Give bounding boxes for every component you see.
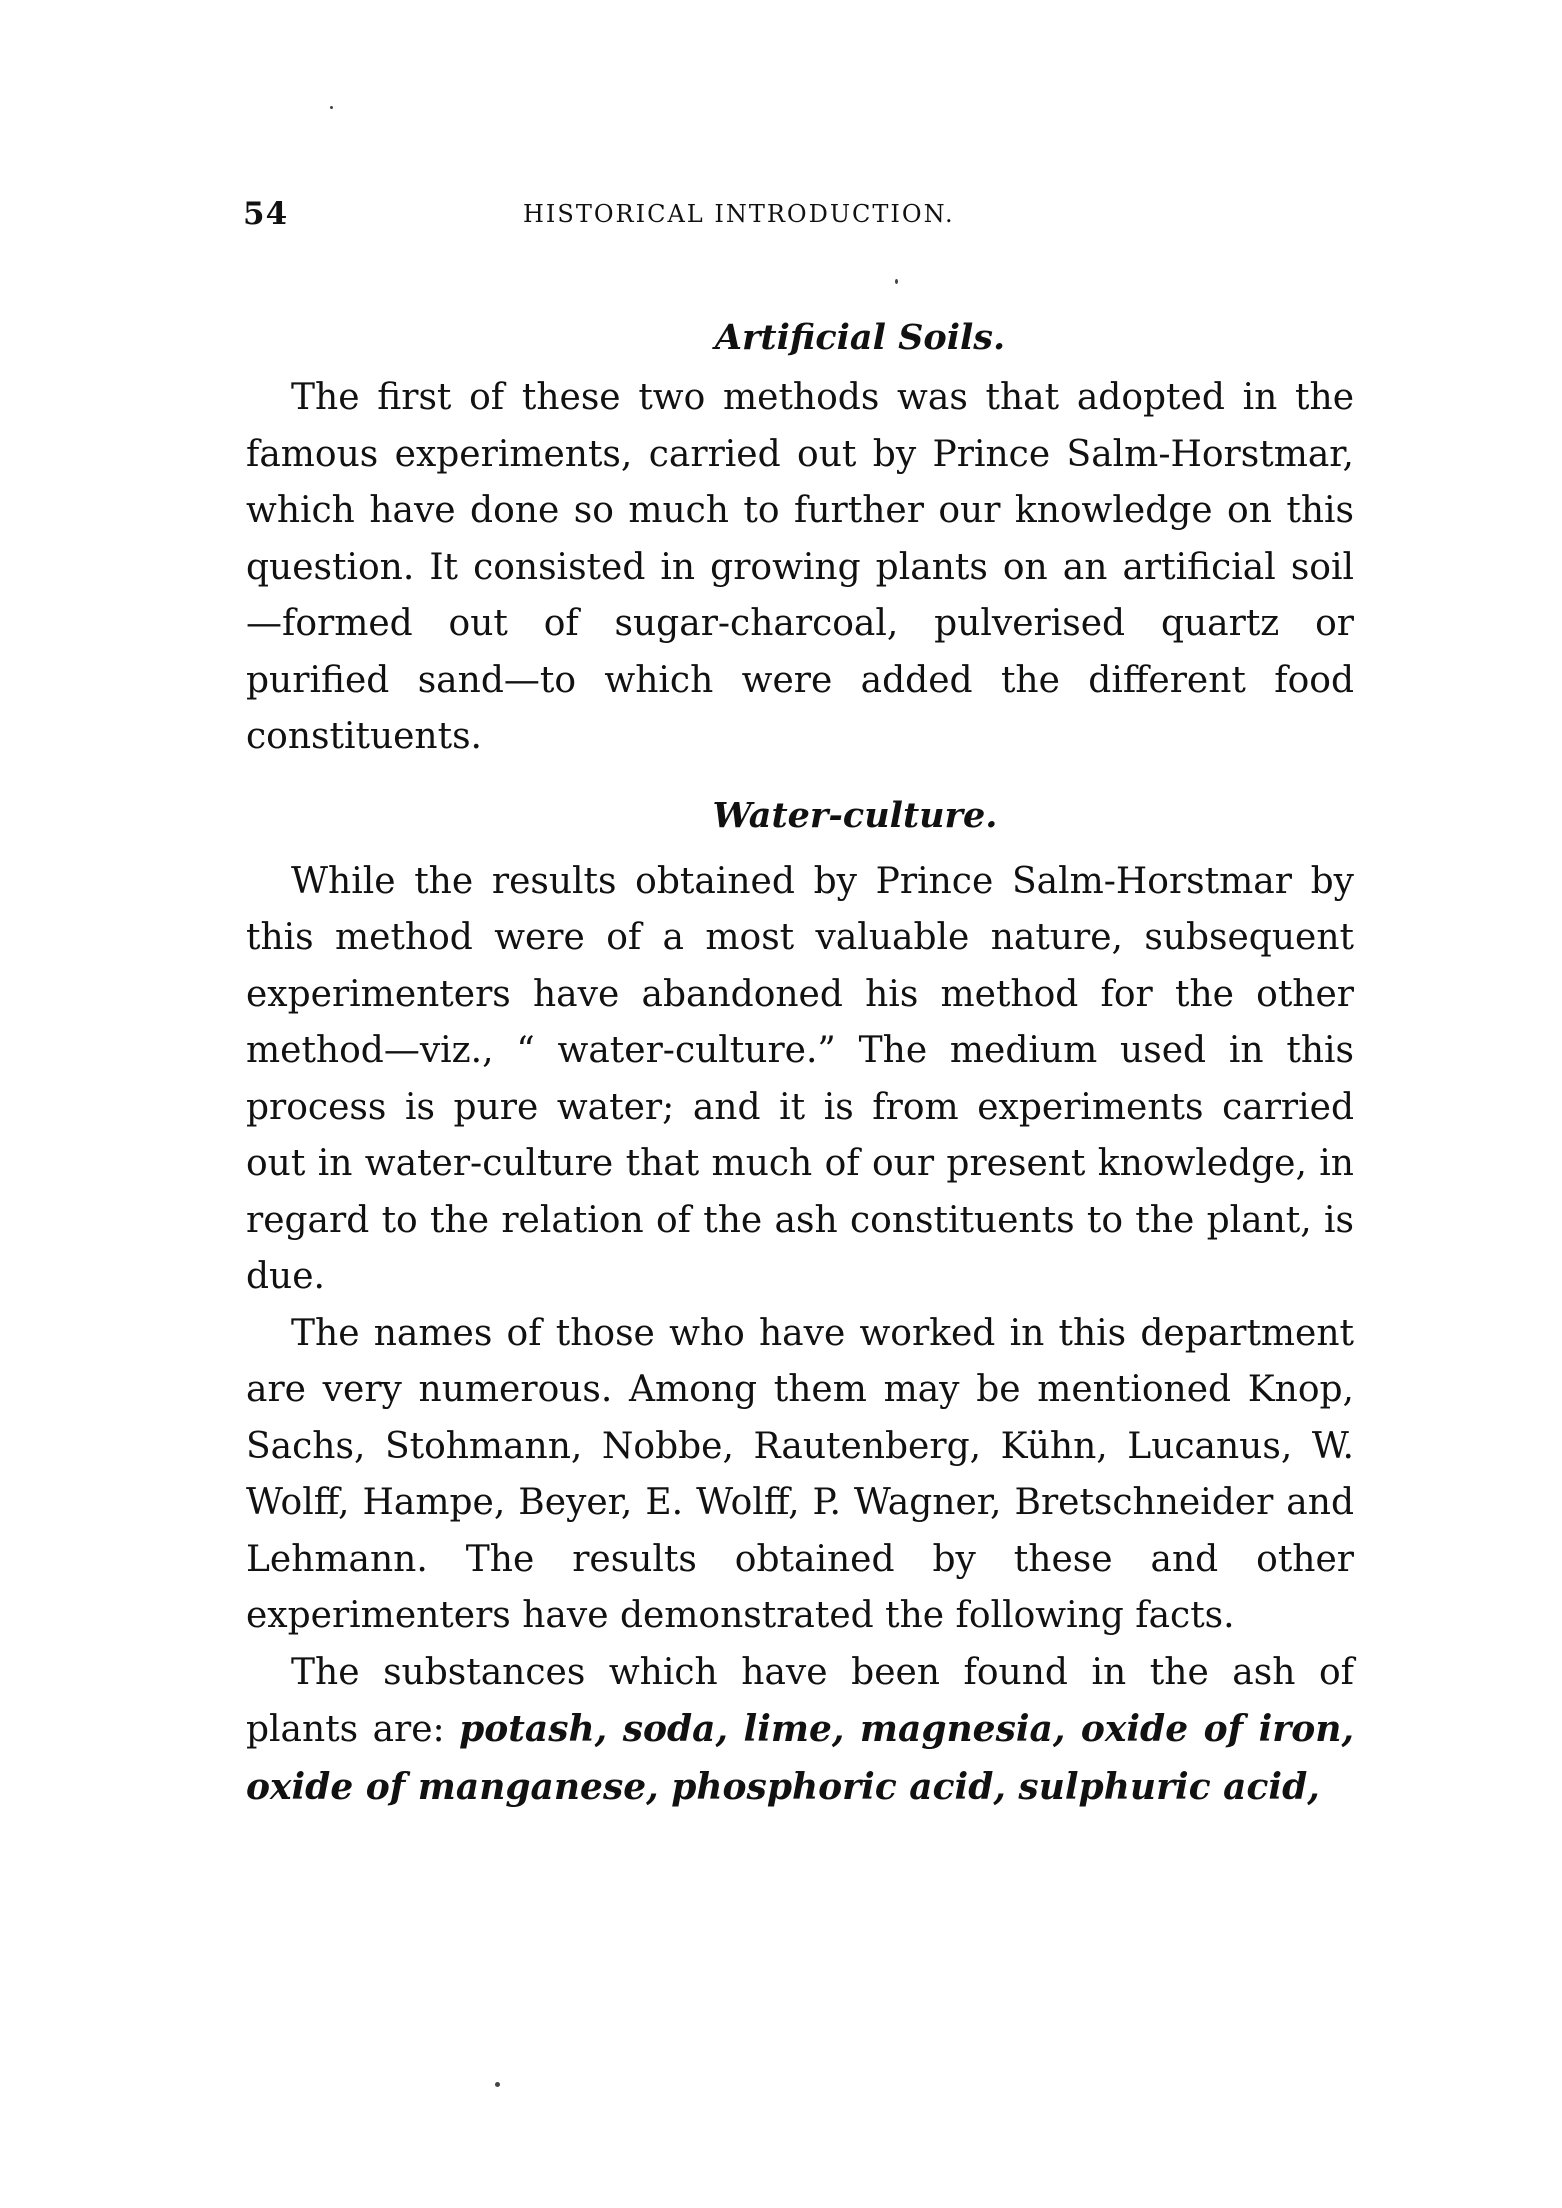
- page-header: [243, 196, 1353, 246]
- paragraph: While the results obtained by Prince Salm-Horstmar by this method were of a most valuable nature, subsequent experimenters have abandoned his method for the other method—viz., “ water-culture.” The medium used in this process is pure water; and it is from experiments carried out in water-culture that much of our present knowledge, in regard to the relation of the ash constituents to the plant, is due.: [246, 860, 1354, 1297]
- paragraph: The names of those who have worked in this department are very numerous. Among them may be mentioned Knop, Sachs, Stohmann, Nobbe, Rautenberg, Kühn, Lucanus, W. Wolff, Hampe, Beyer, E. Wolff, P. Wagner, Bretschneider and Lehmann. The results obtained by these and other experimenters have demonstrated the following facts.: [246, 1312, 1354, 1636]
- print-speck: [330, 106, 333, 109]
- paragraph-ash-substances: [246, 1645, 1354, 1817]
- text-column: [246, 300, 1354, 1816]
- substance-list: potash, soda, lime, magnesia, oxide of iron, oxide of manganese, phosphoric acid, sulphuric acid,: [246, 1708, 1354, 1808]
- print-speck: [495, 2082, 500, 2087]
- print-speck: [895, 279, 898, 284]
- paragraph: The first of these two methods was that adopted in the famous experiments, carried out by Prince Salm-Horstmar, which have done so much to further our knowledge on this question. It consisted in growing plants on an artificial soil—formed out of sugar-charcoal, pulverised quartz or purified sand—to which were added the different food constituents.: [246, 377, 1354, 757]
- paragraph-lead-text: The substances which have been found in the ash of plants are:: [246, 1651, 1354, 1750]
- page-number: 54: [243, 196, 289, 232]
- running-head: HISTORICAL INTRODUCTION.: [523, 200, 955, 228]
- section-title-artificial-soils: Artificial Soils.: [714, 317, 1006, 358]
- section-title-water-culture: Water-culture.: [712, 794, 998, 836]
